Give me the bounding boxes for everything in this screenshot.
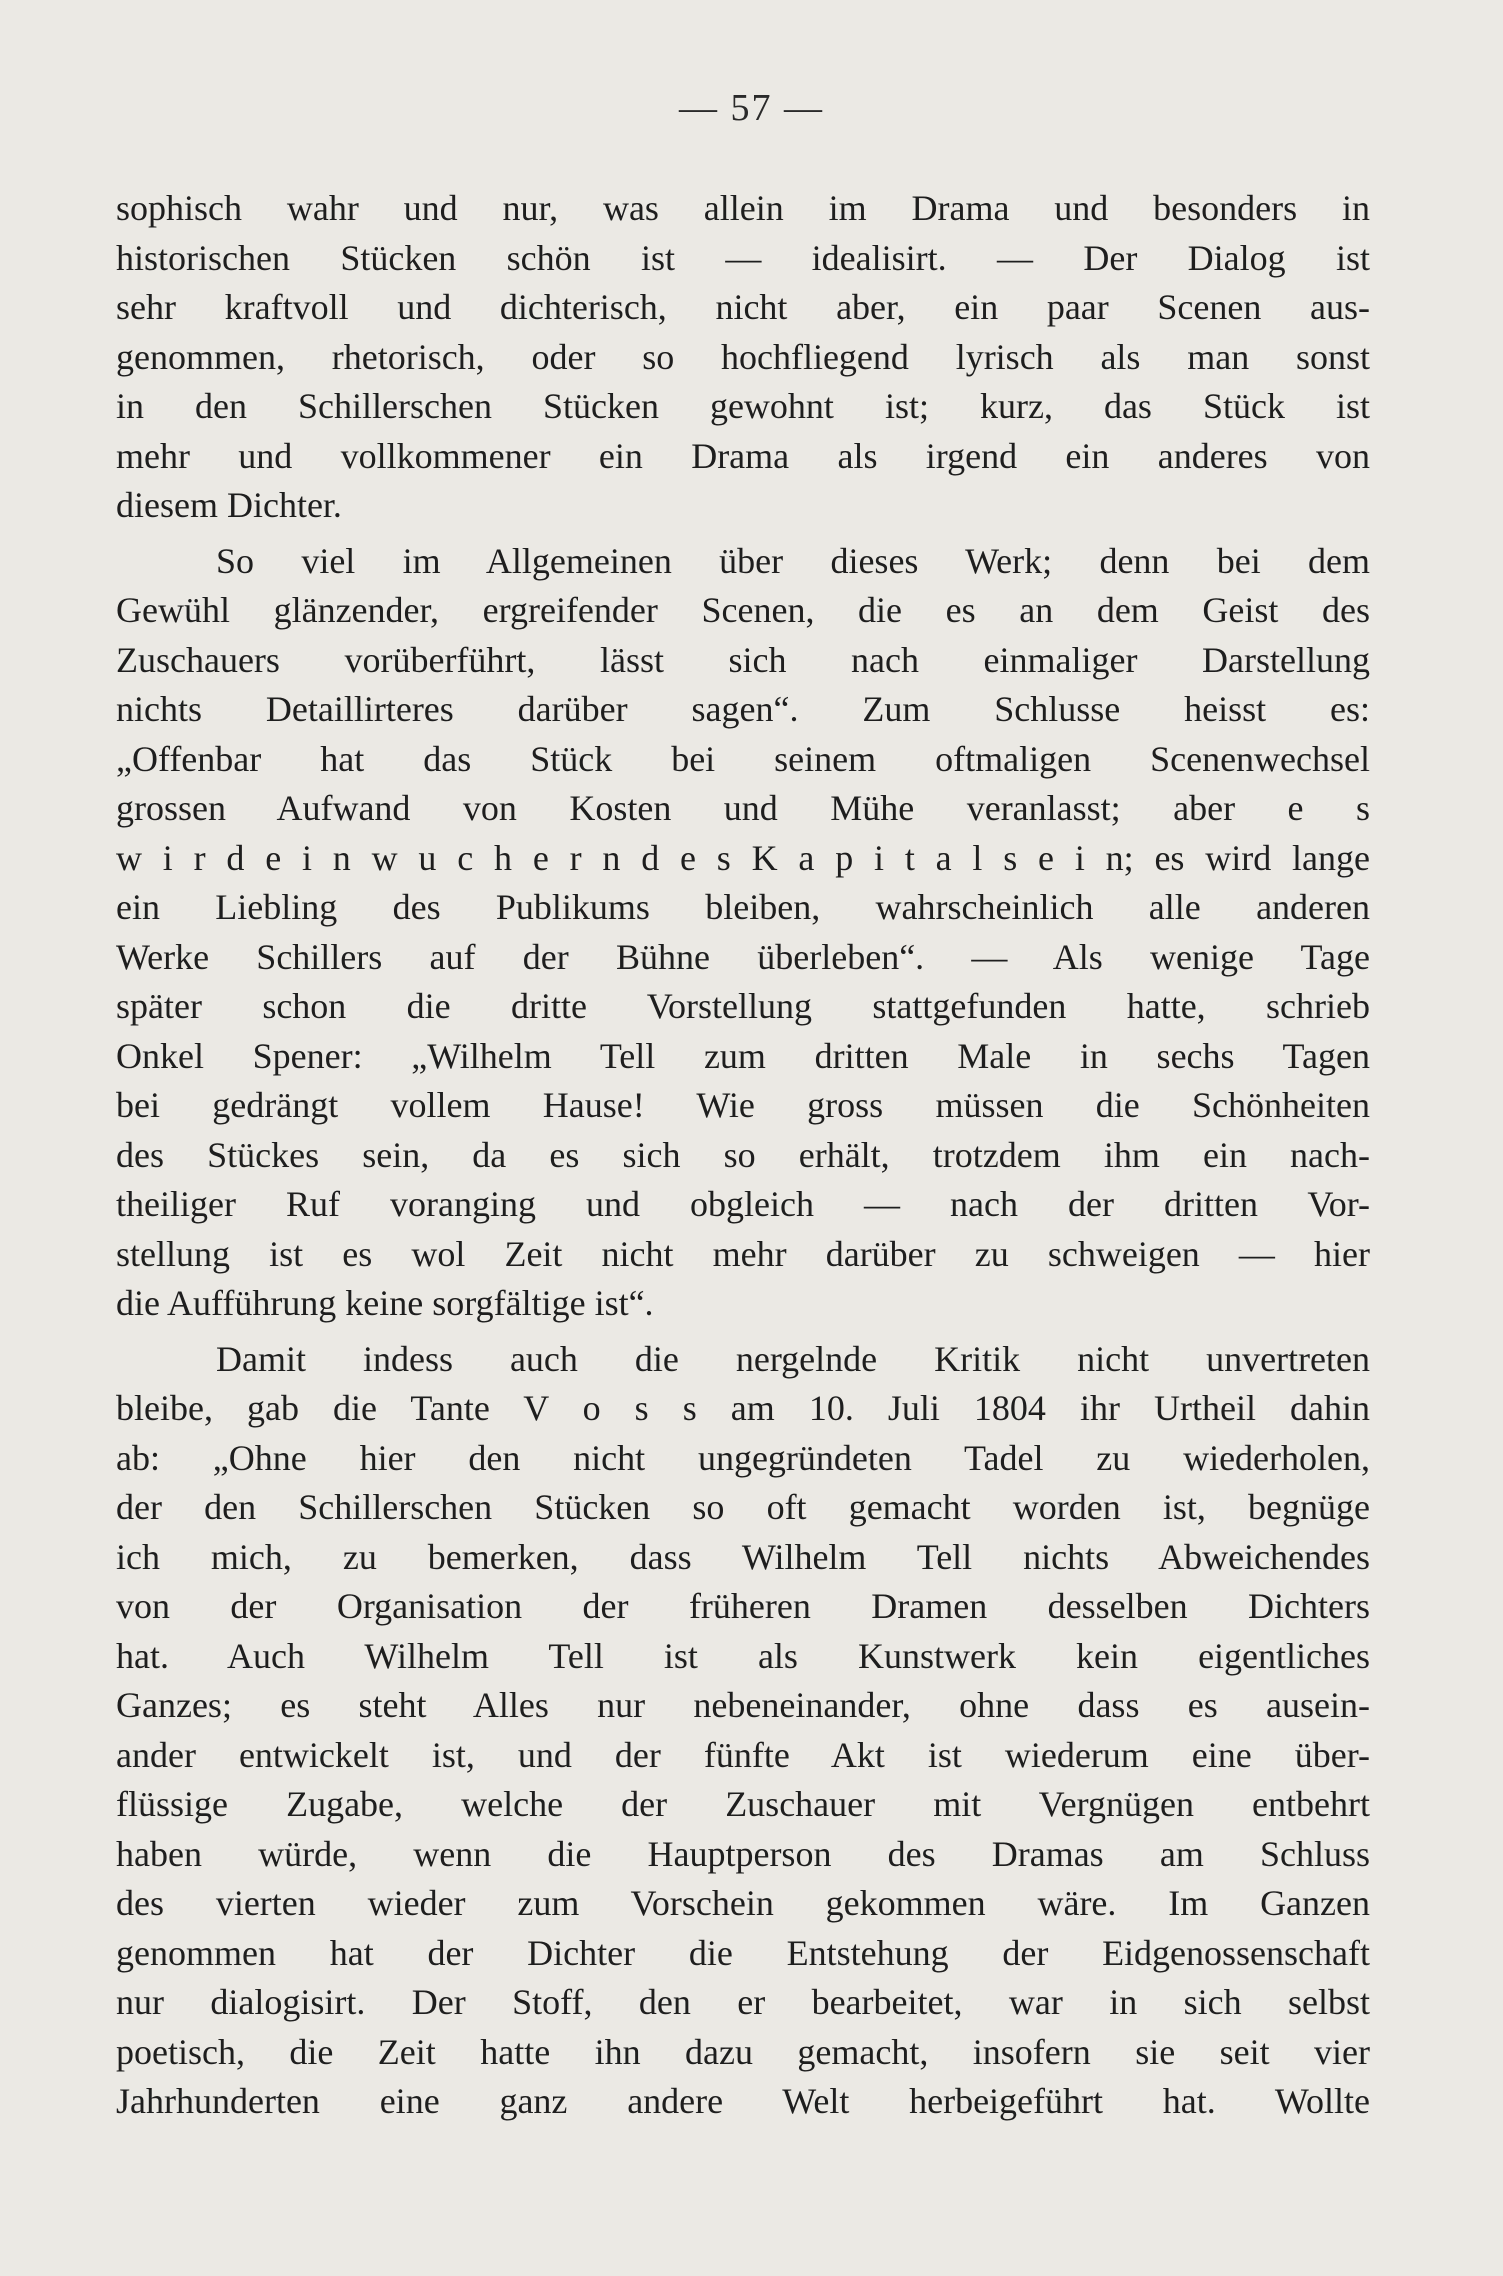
text-line: nichts Detaillirteres darüber sagen“. Zum Schlusse heisst es:	[116, 689, 1370, 729]
body-text	[116, 184, 1370, 2127]
text-line: Gewühl glänzender, ergreifender Scenen, die es an dem Geist des	[116, 590, 1370, 630]
text-line: sehr kraftvoll und dichterisch, nicht aber, ein paar Scenen aus-	[116, 287, 1370, 327]
text-line: bleibe, gab die Tante V o s s am 10. Juli 1804 ihr Urtheil dahin	[116, 1388, 1370, 1428]
text-line: Ganzes; es steht Alles nur nebeneinander, ohne dass es ausein-	[116, 1685, 1370, 1725]
text-line: Werke Schillers auf der Bühne überleben“. — Als wenige Tage	[116, 936, 1370, 977]
text-line: sophisch wahr und nur, was allein im Drama und besonders in	[116, 188, 1370, 228]
text-line: der den Schillerschen Stücken so oft gemacht worden ist, begnüge	[116, 1487, 1370, 1527]
text-line: von der Organisation der früheren Dramen desselben Dichters	[116, 1586, 1370, 1626]
text-line: stellung ist es wol Zeit nicht mehr darüber zu schweigen — hier	[116, 1233, 1370, 1274]
text-line: theiliger Ruf voranging und obgleich — nach der dritten Vor-	[116, 1184, 1370, 1224]
text-line: des vierten wieder zum Vorschein gekommen wäre. Im Ganzen	[116, 1883, 1370, 1923]
text-line: w i r d e i n w u c h e r n d e s K a p i t a l s e i n; es wird lange	[116, 837, 1370, 878]
text-line: später schon die dritte Vorstellung stattgefunden hatte, schrieb	[116, 986, 1370, 1026]
text-line: „Offenbar hat das Stück bei seinem oftmaligen Scenenwechsel	[116, 738, 1370, 779]
text-line: hat. Auch Wilhelm Tell ist als Kunstwerk kein eigentliches	[116, 1635, 1370, 1676]
text-line: haben würde, wenn die Hauptperson des Dramas am Schluss	[116, 1833, 1370, 1874]
text-line: in den Schillerschen Stücken gewohnt ist; kurz, das Stück ist	[116, 386, 1370, 426]
paragraph-3	[116, 1335, 1370, 2127]
text-line: So viel im Allgemeinen über dieses Werk; denn bei dem	[216, 540, 1370, 581]
text-line: mehr und vollkommener ein Drama als irgend ein anderes von	[116, 435, 1370, 476]
text-line: poetisch, die Zeit hatte ihn dazu gemacht, insofern sie seit vier	[116, 2031, 1370, 2072]
paragraph-2	[116, 537, 1370, 1329]
text-line: historischen Stücken schön ist — idealisirt. — Der Dialog ist	[116, 237, 1370, 278]
text-line: des Stückes sein, da es sich so erhält, trotzdem ihm ein nach-	[116, 1134, 1370, 1175]
text-line: bei gedrängt vollem Hause! Wie gross müssen die Schönheiten	[116, 1085, 1370, 1125]
text-line: ich mich, zu bemerken, dass Wilhelm Tell nichts Abweichendes	[116, 1536, 1370, 1577]
text-line: genommen, rhetorisch, oder so hochfliegend lyrisch als man sonst	[116, 336, 1370, 377]
paragraph-1	[116, 184, 1370, 531]
text-line: ab: „Ohne hier den nicht ungegründeten Tadel zu wiederholen,	[116, 1437, 1370, 1478]
text-line: Damit indess auch die nergelnde Kritik nicht unvertreten	[216, 1338, 1370, 1379]
text-line: genommen hat der Dichter die Entstehung der Eidgenossenschaft	[116, 1932, 1370, 1973]
text-line: ander entwickelt ist, und der fünfte Akt ist wiederum eine über-	[116, 1734, 1370, 1775]
text-line: Jahrhunderten eine ganz andere Welt herbeigeführt hat. Wollte	[116, 2081, 1370, 2121]
text-line: die Aufführung keine sorgfältige ist“.	[116, 1283, 654, 1323]
text-line: nur dialogisirt. Der Stoff, den er bearbeitet, war in sich selbst	[116, 1982, 1370, 2022]
text-line: diesem Dichter.	[116, 485, 342, 525]
text-line: grossen Aufwand von Kosten und Mühe veranlasst; aber e s	[116, 788, 1370, 828]
text-line: Zuschauers vorüberführt, lässt sich nach einmaliger Darstellung	[116, 639, 1370, 680]
text-line: flüssige Zugabe, welche der Zuschauer mit Vergnügen entbehrt	[116, 1784, 1370, 1824]
text-line: Onkel Spener: „Wilhelm Tell zum dritten Male in sechs Tagen	[116, 1035, 1370, 1076]
text-line: ein Liebling des Publikums bleiben, wahrscheinlich alle anderen	[116, 887, 1370, 927]
page-number: — 57 —	[679, 87, 824, 129]
